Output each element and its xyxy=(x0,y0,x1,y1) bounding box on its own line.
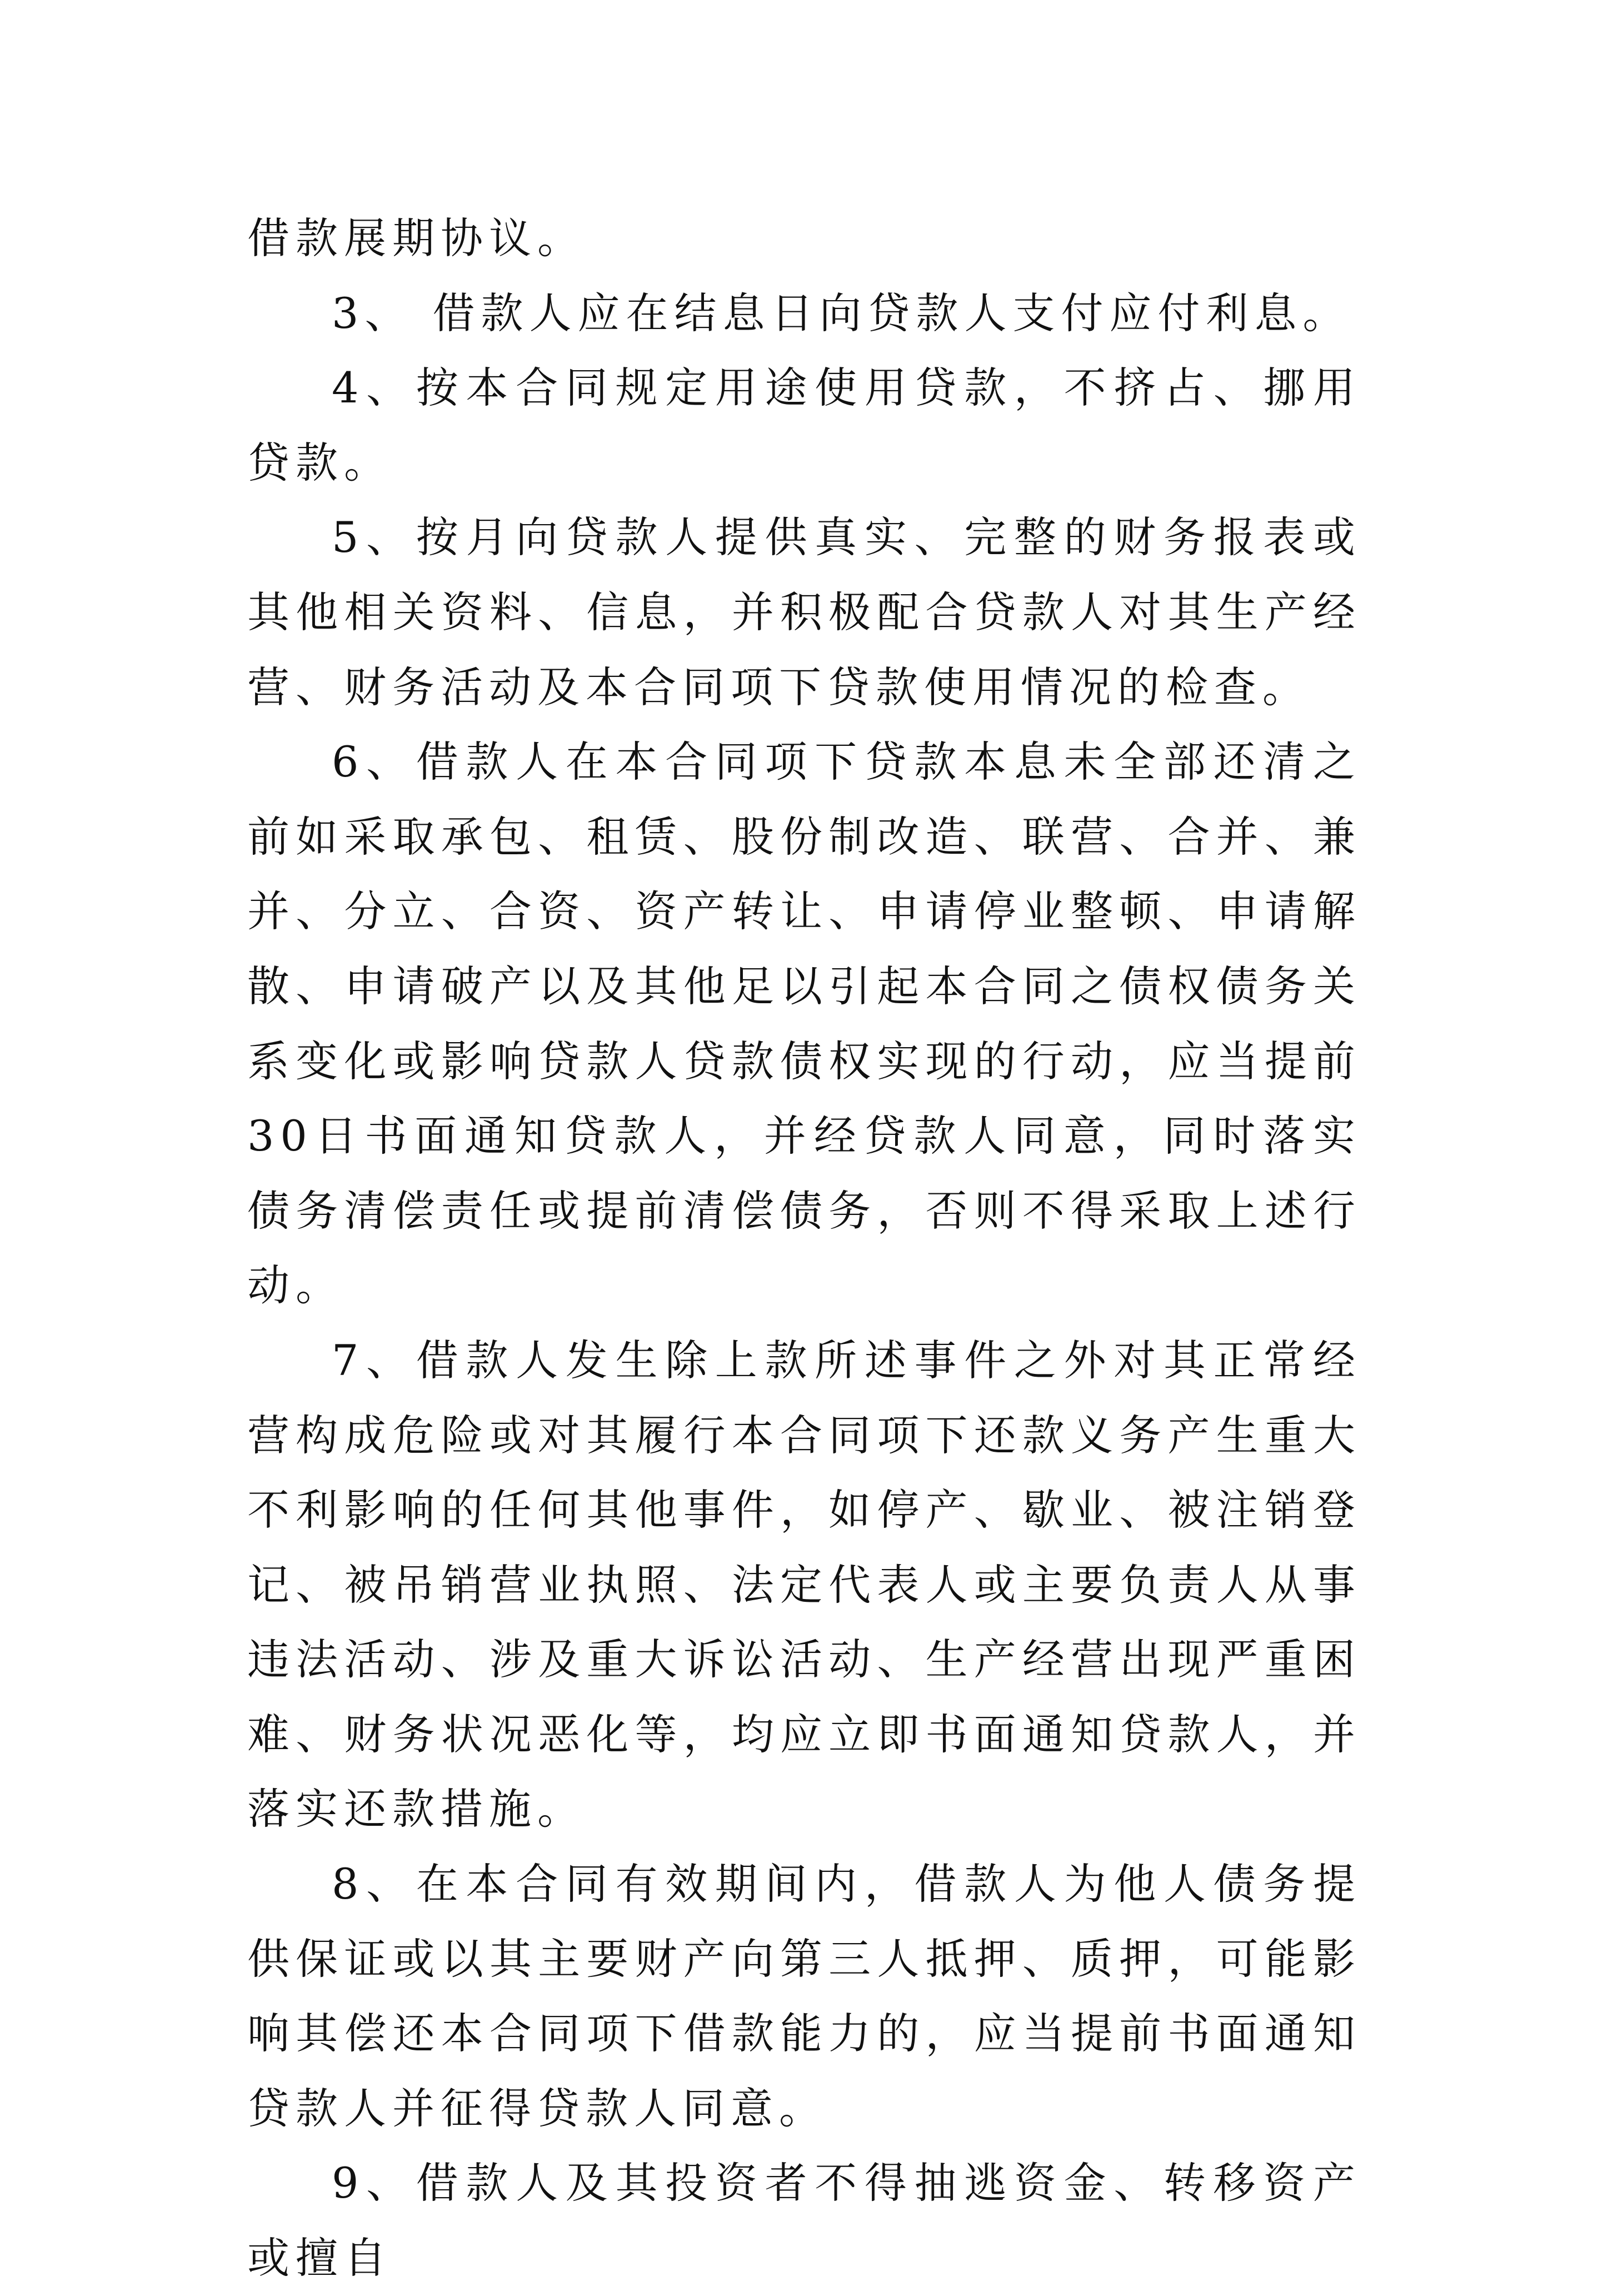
paragraph-clause-5: 5、按月向贷款人提供真实、完整的财务报表或其他相关资料、信息，并积极配合贷款人对其生产经营、财务活动及本合同项下贷款使用情况的检查。 xyxy=(247,512,1361,712)
paragraph-clause-6: 6、借款人在本合同项下贷款本息未全部还清之前如采取承包、租赁、股份制改造、联营、合并、兼并、分立、合资、资产转让、申请停业整顿、申请解散、申请破产以及其他足以引起本合同之债权债务关系变化或影响贷款人贷款债权实现的行动，应当提前30日书面通知贷款人，并经贷款人同意，同时落实债务清偿责任或提前清偿债务，否则不得采取上述行动。 xyxy=(247,737,1361,1311)
paragraph-clause-7: 7、借款人发生除上款所述事件之外对其正常经营构成危险或对其履行本合同项下还款义务产生重大不利影响的任何其他事件，如停产、歇业、被注销登记、被吊销营业执照、法定代表人或主要负责人从事违法活动、涉及重大诉讼活动、生产经营出现严重困难、财务状况恶化等，均应立即书面通知贷款人，并落实还款措施。 xyxy=(247,1335,1361,1834)
paragraph-clause-4: 4、按本合同规定用途使用贷款，不挤占、挪用贷款。 xyxy=(247,363,1361,487)
document-body xyxy=(247,201,1361,2296)
paragraph-continuation: 借款展期协议。 xyxy=(247,213,586,263)
paragraph-clause-9: 9、借款人及其投资者不得抽逃资金、转移资产或擅自 xyxy=(247,2158,1361,2283)
paragraph-clause-8: 8、在本合同有效期间内，借款人为他人债务提供保证或以其主要财产向第三人抵押、质押，可能影响其偿还本合同项下借款能力的，应当提前书面通知贷款人并征得贷款人同意。 xyxy=(247,1859,1361,2133)
paragraph-clause-3: 3、 借款人应在结息日向贷款人支付应付利息。 xyxy=(332,288,1351,338)
